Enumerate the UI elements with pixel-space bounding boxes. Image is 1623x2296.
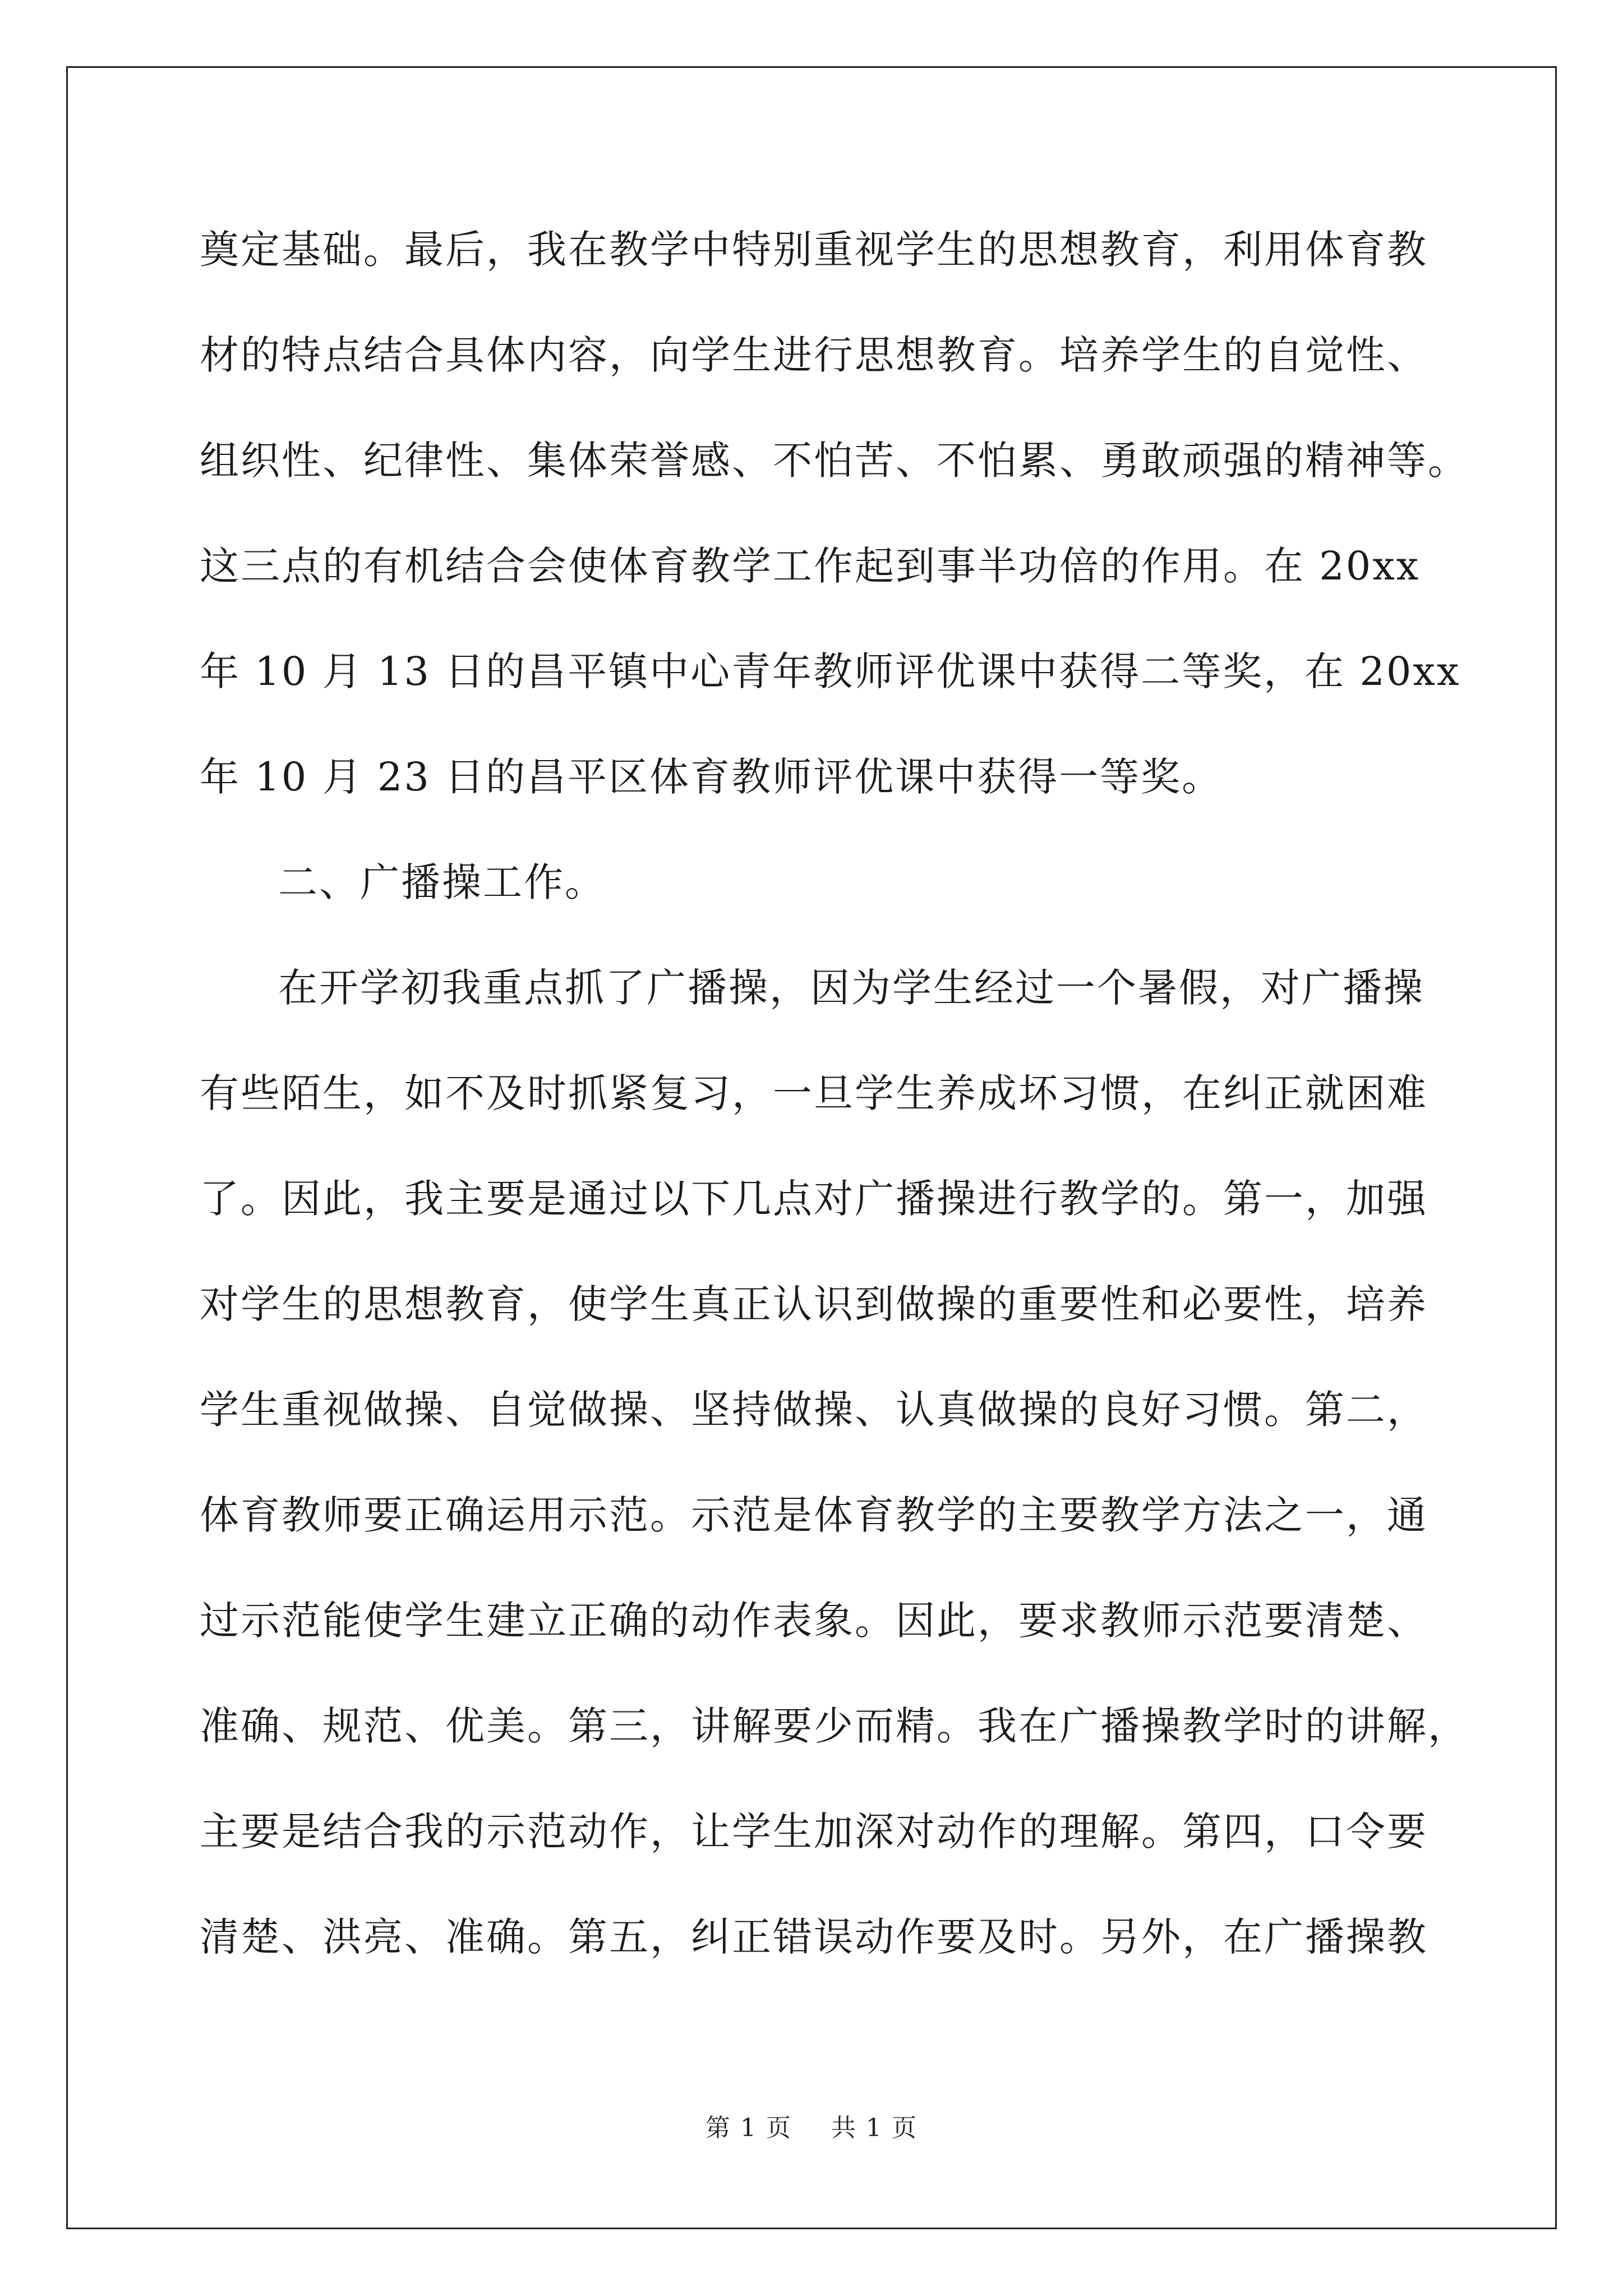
paragraph-start: 在开学初我重点抓了广播操，因为学生经过一个暑假，对广播操 [278,965,1424,1011]
text-line: 组织性、纪律性、集体荣誉感、不怕苦、不怕累、勇敢顽强的精神等。 [200,438,1469,484]
text-line: 体育教师要正确运用示范。示范是体育教学的主要教学方法之一，通 [200,1492,1428,1538]
text-line: 对学生的思想教育，使学生真正认识到做操的重要性和必要性，培养 [200,1281,1428,1327]
text-line: 有些陌生，如不及时抓紧复习，一旦学生养成坏习惯，在纠正就困难 [200,1070,1428,1116]
text-line: 年 10 月 13 日的昌平镇中心青年教师评优课中获得二等奖，在 20xx [200,648,1461,694]
text-line: 过示范能使学生建立正确的动作表象。因此，要求教师示范要清楚、 [200,1598,1428,1644]
text-line: 清楚、洪亮、准确。第五，纠正错误动作要及时。另外，在广播操教 [200,1914,1428,1960]
document-body [200,216,1469,2009]
text-line: 准确、规范、优美。第三，讲解要少而精。我在广播操教学时的讲解， [200,1703,1469,1749]
text-line: 奠定基础。最后，我在教学中特别重视学生的思想教育，利用体育教 [200,227,1428,273]
text-line: 学生重视做操、自觉做操、坚持做操、认真做操的良好习惯。第二， [200,1387,1428,1433]
page-total: 共 1 页 [831,2114,917,2142]
text-line: 这三点的有机结合会使体育教学工作起到事半功倍的作用。在 20xx [200,543,1421,589]
text-line: 年 10 月 23 日的昌平区体育教师评优课中获得一等奖。 [200,754,1223,800]
text-line: 材的特点结合具体内容，向学生进行思想教育。培养学生的自觉性、 [200,332,1428,378]
section-heading: 二、广播操工作。 [278,859,606,905]
page-number: 第 1 页 [706,2114,792,2142]
text-line: 了。因此，我主要是通过以下几点对广播操进行教学的。第一，加强 [200,1176,1428,1222]
text-line: 主要是结合我的示范动作，让学生加深对动作的理解。第四，口令要 [200,1809,1428,1855]
page-footer [0,2108,1623,2143]
